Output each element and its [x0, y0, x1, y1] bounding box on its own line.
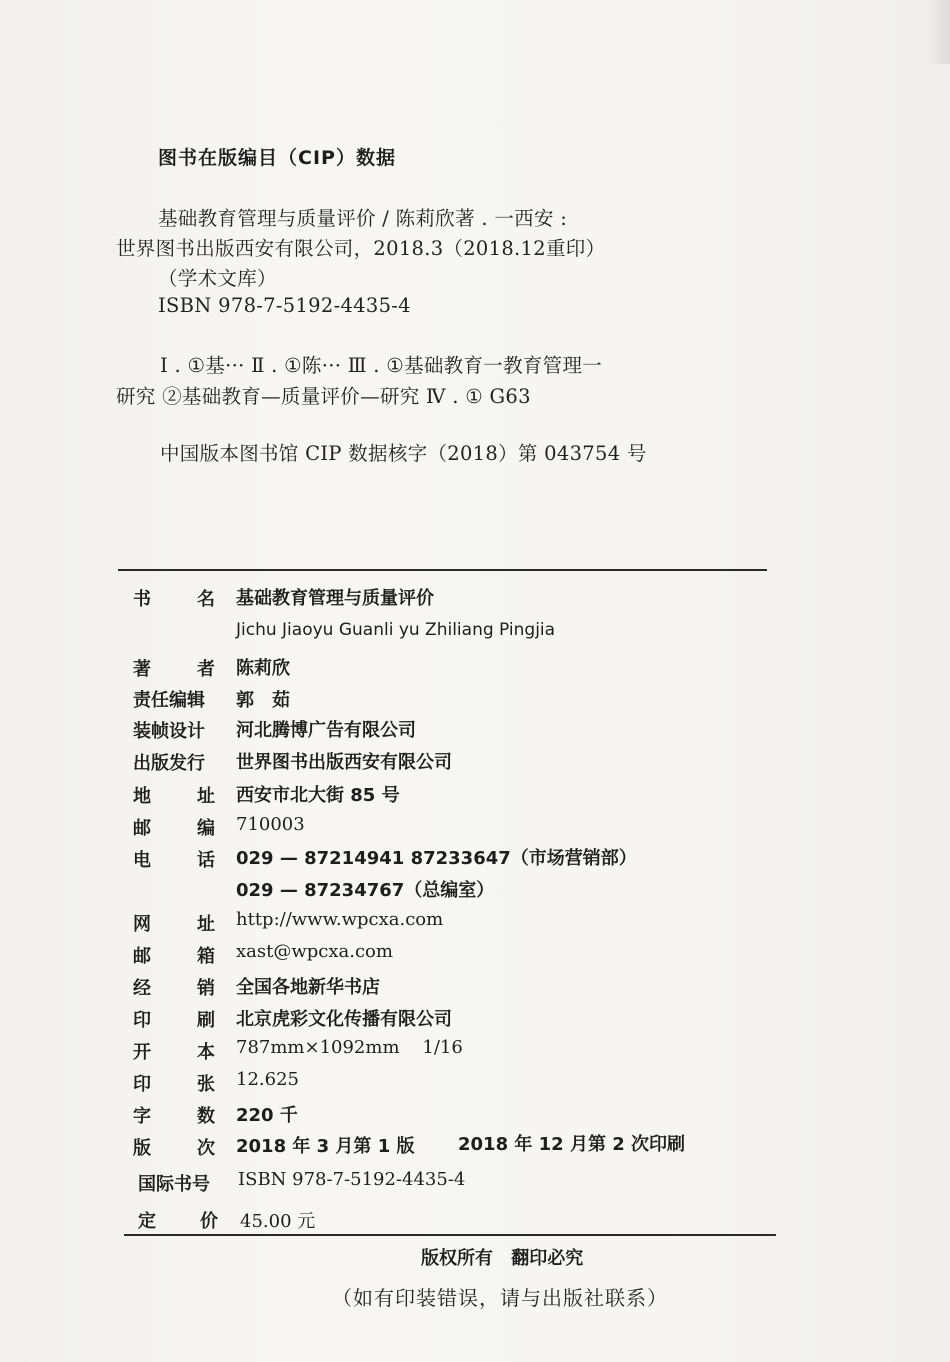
label-isbn: 国际书号	[138, 1174, 210, 1195]
value-words: 220 千	[236, 1105, 298, 1126]
label-address: 地 址	[133, 786, 215, 807]
label-design: 装帧设计	[133, 721, 205, 742]
value-sheets: 12.625	[236, 1069, 299, 1090]
misprint-notice: （如有印装错误，请与出版社联系）	[332, 1286, 668, 1310]
label-distribution: 经 销	[133, 978, 215, 999]
label-email: 邮 箱	[133, 946, 215, 967]
value-website: http://www.wpcxa.com	[236, 909, 444, 930]
value-editor: 郭 茹	[236, 690, 290, 711]
value-postcode: 710003	[236, 814, 305, 835]
label-postcode: 邮 编	[133, 818, 215, 839]
value-publisher: 世界图书出版西安有限公司	[236, 752, 452, 773]
value-isbn: ISBN 978-7-5192-4435-4	[238, 1169, 466, 1190]
value-price: 45.00 元	[240, 1211, 316, 1232]
label-edition: 版 次	[133, 1138, 215, 1159]
label-editor: 责任编辑	[133, 690, 205, 711]
label-website: 网 址	[133, 914, 215, 935]
cip-line-7: 中国版本图书馆 CIP 数据核字（2018）第 043754 号	[160, 442, 647, 465]
value-design: 河北腾博广告有限公司	[236, 720, 416, 741]
cip-line-2: 世界图书出版西安有限公司，2018.3（2018.12重印）	[116, 237, 606, 260]
label-sheets: 印 张	[133, 1074, 215, 1095]
value-printer: 北京虎彩文化传播有限公司	[236, 1009, 452, 1030]
value-format: 787mm×1092mm 1/16	[236, 1037, 463, 1058]
page-edge-shadow	[928, 0, 950, 64]
cip-line-1: 基础教育管理与质量评价 / 陈莉欣著 . 一西安 :	[158, 207, 568, 230]
value-edition-reprint: 2018 年 12 月第 2 次印刷	[458, 1134, 686, 1155]
value-title-pinyin: Jichu Jiaoyu Guanli yu Zhiliang Pingjia	[236, 620, 556, 640]
label-phone: 电 话	[133, 850, 215, 871]
cip-line-3: （学术文库）	[158, 267, 277, 290]
imprint-bottom-rule	[124, 1234, 776, 1236]
value-edition-first: 2018 年 3 月第 1 版	[236, 1136, 415, 1157]
value-address: 西安市北大街 85 号	[236, 785, 400, 806]
label-publisher: 出版发行	[133, 753, 205, 774]
cip-line-6: 研究 ②基础教育—质量评价—研究 Ⅳ . ① G63	[116, 385, 531, 408]
cip-line-5: Ⅰ . ①基··· Ⅱ . ①陈··· Ⅲ . ①基础教育一教育管理一	[160, 354, 603, 377]
label-printer: 印 刷	[133, 1010, 215, 1031]
value-title: 基础教育管理与质量评价	[236, 588, 434, 609]
label-author: 著 者	[133, 659, 215, 680]
value-phone-1: 029 — 87214941 87233647（市场营销部）	[236, 848, 637, 869]
imprint-top-rule	[118, 569, 767, 571]
label-title: 书 名	[133, 589, 215, 610]
label-format: 开 本	[133, 1042, 215, 1063]
value-phone-2: 029 — 87234767（总编室）	[236, 880, 495, 901]
cip-heading: 图书在版编目（CIP）数据	[158, 147, 396, 169]
value-email: xast@wpcxa.com	[236, 941, 393, 962]
rights-statement: 版权所有 翻印必究	[421, 1248, 584, 1269]
value-distribution: 全国各地新华书店	[236, 977, 380, 998]
label-price: 定 价	[138, 1211, 218, 1232]
cip-line-4: ISBN 978-7-5192-4435-4	[158, 294, 411, 317]
value-author: 陈莉欣	[236, 658, 290, 679]
label-words: 字 数	[133, 1106, 215, 1127]
